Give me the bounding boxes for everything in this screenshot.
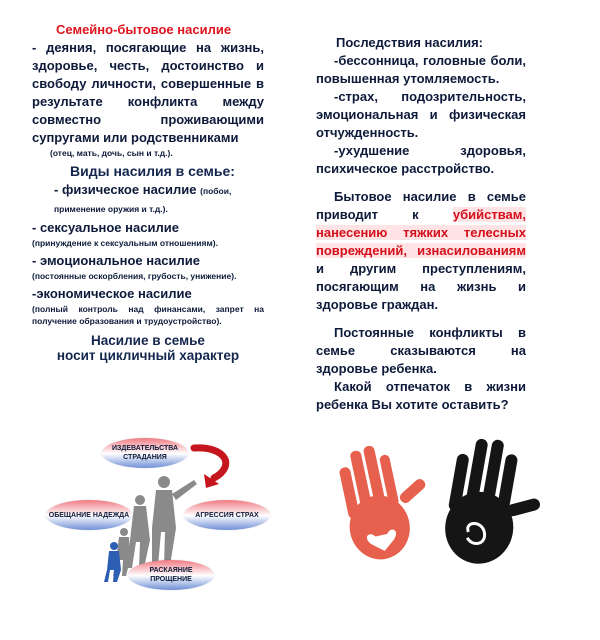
definition-text: - деяния, посягающие на жизнь, здоровье, честь, достоинство и свободу личности, совершенные в результате конфликта между совместно проживающими супругами или родственниками — [32, 40, 264, 145]
economic-note: (полный контроль над финансами, запрет на получение образования и трудоустройство). — [32, 304, 264, 326]
closing-question: Какой отпечаток в жизни ребенка Вы хотите оставить? — [316, 379, 526, 412]
consequence-3: -ухудшение здоровья, психическое расстройство. — [316, 143, 526, 176]
relatives-note: (отец, мать, дочь, сын и т.д.). — [50, 148, 173, 158]
consequence-2: -страх, подозрительность, эмоциональная и физическая отчужденность. — [316, 89, 526, 140]
sexual-label: - сексуальное насилие — [32, 220, 179, 235]
highlighted-crimes: убийствам, нанесению тяжких телесных повреждений, изнасилованиям — [316, 207, 526, 258]
economic-label: -экономическое насилие — [32, 286, 192, 301]
types-heading: Виды насилия в семье: — [70, 163, 235, 179]
cycle-heading-1: Насилие в семье — [91, 333, 205, 348]
cycle-stage-right: АГРЕССИЯ СТРАХ — [184, 500, 270, 530]
emotional-note: (постоянные оскорбления, грубость, унижение). — [32, 271, 237, 281]
consequences-heading: Последствия насилия: — [336, 35, 483, 50]
consequence-1: -бессонница, головные боли, повышенная утомляемость. — [316, 53, 526, 86]
handprints-image — [320, 428, 540, 578]
right-column — [316, 22, 526, 414]
black-handprint-icon — [439, 433, 540, 573]
physical-label: - физическое насилие (побои, применение оружия и т.д.). — [54, 182, 232, 214]
left-column — [32, 22, 264, 363]
violence-consequences-paragraph: Бытовое насилие в семье приводит к убийствам, нанесению тяжких телесных повреждений, изнасилованиям и другим преступлениям, посягающим на жизнь и здоровье граждан. — [316, 189, 526, 312]
child-health-paragraph: Постоянные конфликты в семье сказываются на здоровье ребенка. — [316, 325, 526, 376]
section-title: Семейно-бытовое насилие — [56, 22, 232, 37]
cycle-stage-bottom: РАСКАЯНИЕ ПРОЩЕНИЕ — [128, 560, 214, 590]
cycle-stage-left: ОБЕЩАНИЕ НАДЕЖДА — [46, 500, 132, 530]
violence-cycle-diagram — [44, 436, 274, 604]
cycle-heading-2: носит цикличный характер — [56, 348, 240, 363]
cycle-stage-top: ИЗДЕВАТЕЛЬСТВА СТРАДАНИЯ — [102, 438, 188, 468]
red-handprint-icon — [333, 436, 440, 565]
physical-note-inline: (побои, применение оружия и т.д.). — [54, 186, 232, 214]
cycle-arrow-icon — [194, 448, 226, 478]
handprints-icon — [320, 428, 540, 578]
emotional-label: - эмоциональное насилие — [32, 253, 201, 268]
sexual-note: (принуждение к сексуальным отношениям). — [32, 238, 218, 248]
